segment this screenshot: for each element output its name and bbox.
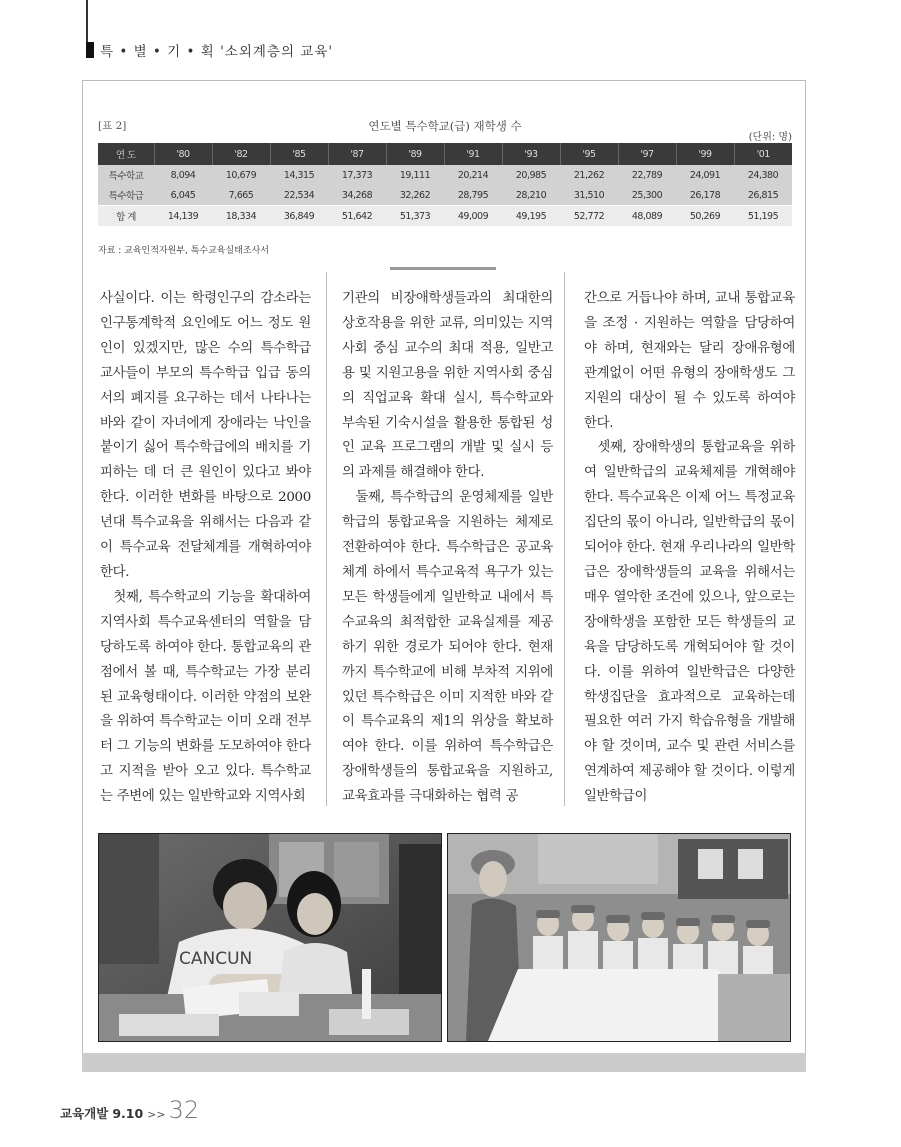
row-label: 합 계 (98, 206, 154, 227)
photo-classroom-children (447, 833, 791, 1042)
frame-bottom-band (82, 1053, 806, 1072)
table-row (98, 206, 792, 227)
table-cell: 50,269 (676, 206, 734, 227)
table-header-year: '99 (676, 143, 734, 165)
row-label: 특수학급 (98, 185, 154, 206)
table-cell: 6,045 (154, 185, 212, 206)
table-header-year: '89 (386, 143, 444, 165)
table-cell: 52,772 (560, 206, 618, 227)
table-cell: 51,642 (328, 206, 386, 227)
paragraph: 둘째, 특수학급의 운영체제를 일반학급의 통합교육을 지원하는 체제로 전환하여야 한다. 특수학급은 공교육체계 하에서 특수교육적 욕구가 있는 모든 학생들에게 일반학교 내에서 특수교육의 최적합한 교육실제를 제공하기 위한 경로가 되어야 한다. 현재까지 특수학교에 비해 부차적 지위에 있던 특수학급은 이미 지적한 바와 같이 특수교육의 제1의 위상을 확보하여야 한다. 이를 위하여 특수학급은 장애학생들의 통합교육을 지원하고, 교육효과를 극대화하는 협력 공 (342, 490, 553, 805)
table-cell: 17,373 (328, 165, 386, 185)
table-cell: 34,268 (328, 185, 386, 206)
table-cell: 31,510 (560, 185, 618, 206)
table-cell: 51,195 (734, 206, 792, 227)
table-header-year: '80 (154, 143, 212, 165)
table-cell: 7,665 (212, 185, 270, 206)
table-label: [표 2] (98, 120, 127, 132)
table-cell: 36,849 (270, 206, 328, 227)
table-cell: 26,178 (676, 185, 734, 206)
enrollment-table (98, 143, 792, 226)
table-cell: 18,334 (212, 206, 270, 227)
footer-issue: 9.10 (112, 1106, 144, 1121)
table-header-year: '85 (270, 143, 328, 165)
page-footer (60, 1096, 199, 1124)
article-column-2 (342, 287, 553, 810)
table-header-year: '87 (328, 143, 386, 165)
article-column-1 (100, 287, 311, 810)
table-cell: 49,009 (444, 206, 502, 227)
header-text: 특 • 별 • 기 • 획 '소외계층의 교육' (100, 44, 334, 60)
table-cell: 32,262 (386, 185, 444, 206)
table-cell: 28,210 (502, 185, 560, 206)
table-header-year: '97 (618, 143, 676, 165)
table-source: 자료 : 교육인적자원부, 특수교육실태조사서 (98, 246, 269, 256)
header-marker (86, 42, 94, 58)
divider-bar (390, 267, 496, 270)
column-separator (564, 272, 565, 806)
table-cell: 20,214 (444, 165, 502, 185)
table-cell: 8,094 (154, 165, 212, 185)
row-label: 특수학교 (98, 165, 154, 185)
article-column-3 (584, 287, 795, 810)
footer-arrow: >> (147, 1108, 166, 1121)
column-separator (326, 272, 327, 806)
footer-magazine: 교육개발 (60, 1106, 109, 1121)
table-header-year: '82 (212, 143, 270, 165)
paragraph: 간으로 거듭나야 하며, 교내 통합교육을 조정 · 지원하는 역할을 담당하여야 하며, 현재와는 달리 장애유형에 관계없이 어떤 유형의 장애학생도 그 지원의 대상이 될 수 있도록 하여야 한다. (584, 291, 795, 431)
table-cell: 10,679 (212, 165, 270, 185)
photo-students-crafting (98, 833, 442, 1042)
table-header-year: '95 (560, 143, 618, 165)
table-cell: 48,089 (618, 206, 676, 227)
table-header-year: '01 (734, 143, 792, 165)
table-header-year: '91 (444, 143, 502, 165)
table-cell: 24,380 (734, 165, 792, 185)
paragraph: 셋째, 장애학생의 통합교육을 위하여 일반학급의 교육체제를 개혁해야 한다. 특수교육은 이제 어느 특정교육집단의 몫이 아니라, 일반학급의 몫이 되어야 한다. 현재 우리나라의 일반학급은 장애학생들의 교육을 위해서는 매우 열악한 조건에 있으나, 앞으로는 장애학생을 포함한 모든 학생들의 교육을 담당하도록 개혁되어야 할 것이다. 이를 위하여 일반학급은 다양한 학생집단을 효과적으로 교육하는데 필요한 여러 가지 학습유형을 개발해야 할 것이며, 교수 및 관련 서비스를 연계하여 제공해야 할 것이다. 이렇게 일반학급이 (584, 440, 795, 805)
table-title: 연도별 특수학교(급) 재학생 수 (368, 119, 522, 133)
paragraph: 사실이다. 이는 학령인구의 감소라는 인구통계학적 요인에도 어느 정도 원인이 있겠지만, 많은 수의 특수학급 교사들이 부모의 특수학급 입급 동의서의 폐지를 요구하는 데서 나타나는 바와 같이 자녀에게 장애라는 낙인을 붙이기 싫어 특수학급에의 배치를 기피하는 데 더 큰 원인이 있다고 봐야 한다. 이러한 변화를 바탕으로 2000년대 특수교육을 위해서는 다음과 같이 특수교육 전달체계를 개혁하여야 한다. (100, 291, 311, 580)
table-cell: 14,139 (154, 206, 212, 227)
page-number: 32 (168, 1096, 200, 1124)
table-cell: 49,195 (502, 206, 560, 227)
table-cell: 26,815 (734, 185, 792, 206)
table-cell: 19,111 (386, 165, 444, 185)
table-header-year: '93 (502, 143, 560, 165)
table-cell: 24,091 (676, 165, 734, 185)
table-row (98, 165, 792, 185)
table-header-row (98, 143, 792, 165)
table-header-year-label: 연 도 (98, 143, 154, 165)
table-unit: (단위: 명) (748, 132, 792, 143)
table-row (98, 185, 792, 206)
table-cell: 22,789 (618, 165, 676, 185)
paragraph: 기관의 비장애학생들과의 최대한의 상호작용을 위한 교류, 의미있는 지역사회 중심 교수의 최대 적용, 일반고용 및 지원고용을 위한 지역사회 중심의 직업교육 확대 실시, 특수학교와 부속된 기숙시설을 활용한 통합된 성인 교육 프로그램의 개발 및 실시 등의 과제를 해결해야 한다. (342, 291, 553, 481)
table-cell: 51,373 (386, 206, 444, 227)
table-cell: 20,985 (502, 165, 560, 185)
table-cell: 14,315 (270, 165, 328, 185)
table-cell: 22,534 (270, 185, 328, 206)
shirt-print: CANCUN (179, 949, 253, 969)
paragraph: 첫째, 특수학교의 기능을 확대하여 지역사회 특수교육센터의 역할을 담당하도록 하여야 한다. 통합교육의 관점에서 볼 때, 특수학교는 가장 분리된 교육형태이다. 이러한 약점의 보완을 위하여 특수학교는 이미 오래 전부터 그 기능의 변화를 도모하여야 한다고 지적을 받아 오고 있다. 특수학교는 주변에 있는 일반학교와 지역사회 (100, 589, 311, 805)
table-cell: 21,262 (560, 165, 618, 185)
section-header (86, 40, 333, 60)
table-cell: 25,300 (618, 185, 676, 206)
table-cell: 28,795 (444, 185, 502, 206)
